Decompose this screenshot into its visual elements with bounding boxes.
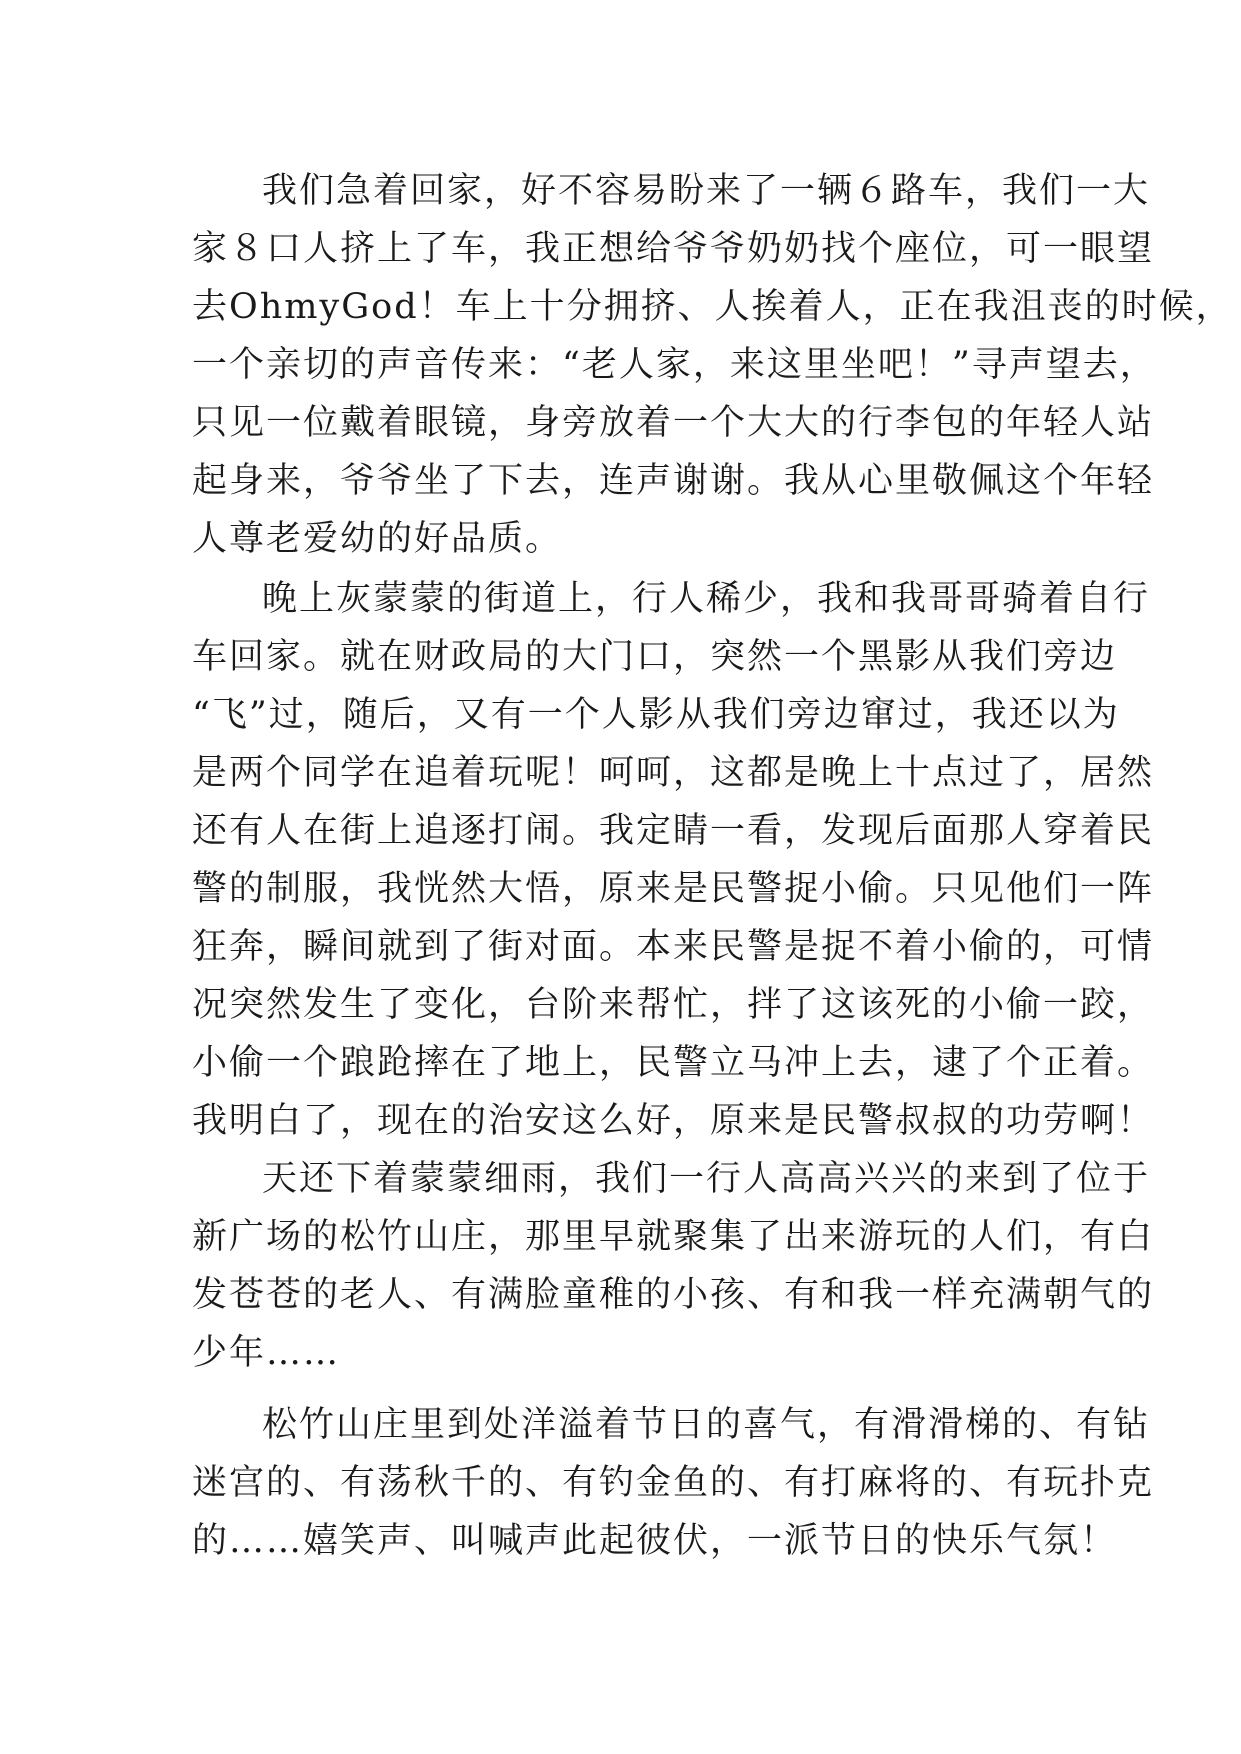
paragraph-1: [192, 162, 1233, 568]
text-line: 车回家。就在财政局的大门口，突然一个黑影从我们旁边: [192, 637, 1118, 677]
paragraph-2: [192, 570, 1155, 1150]
text-line: 晚上灰蒙蒙的街道上，行人稀少，我和我哥哥骑着自行: [262, 579, 1151, 619]
text-line: 况突然发生了变化，台阶来帮忙，拌了这该死的小偷一跤，: [192, 985, 1155, 1025]
text-line: 还有人在街上追逐打闹。我定睛一看，发现后面那人穿着民: [192, 811, 1155, 851]
document-body: [192, 162, 1233, 1570]
text-line: 是两个同学在追着玩呢！呵呵，这都是晚上十点过了，居然: [192, 753, 1155, 793]
text-line: 发苍苍的老人、有满脸童稚的小孩、有和我一样充满朝气的: [192, 1275, 1155, 1315]
text-line: “飞”过，随后，又有一个人影从我们旁边窜过，我还以为: [192, 695, 1120, 735]
text-line: 天还下着蒙蒙细雨，我们一行人高高兴兴的来到了位于: [262, 1159, 1151, 1199]
paragraph-spacer: [192, 1382, 1092, 1396]
text-line: 的……嬉笑声、叫喊声此起彼伏，一派节日的快乐气氛！: [192, 1521, 1118, 1561]
text-line: 警的制服，我恍然大悟，原来是民警捉小偷。只见他们一阵: [192, 869, 1155, 909]
text-line: 小偷一个踉跄摔在了地上，民警立马冲上去，逮了个正着。: [192, 1043, 1155, 1083]
text-line: 家８口人挤上了车，我正想给爷爷奶奶找个座位，可一眼望: [192, 229, 1155, 269]
text-line: 人尊老爱幼的好品质。: [192, 519, 563, 559]
paragraph-3: [192, 1150, 1155, 1382]
text-line: 新广场的松竹山庄，那里早就聚集了出来游玩的人们，有白: [192, 1217, 1155, 1257]
text-line: 一个亲切的声音传来：“老人家，来这里坐吧！”寻声望去，: [192, 345, 1157, 385]
text-line: 松竹山庄里到处洋溢着节日的喜气，有滑滑梯的、有钻: [262, 1405, 1151, 1445]
text-line: 我明白了，现在的治安这么好，原来是民警叔叔的功劳啊！: [192, 1101, 1155, 1141]
text-line: 只见一位戴着眼镜，身旁放着一个大大的行李包的年轻人站: [192, 403, 1155, 443]
text-line: 起身来，爷爷坐了下去，连声谢谢。我从心里敬佩这个年轻: [192, 461, 1155, 501]
text-line: 我们急着回家，好不容易盼来了一辆６路车，我们一大: [262, 171, 1151, 211]
paragraph-4: [192, 1396, 1155, 1570]
text-line: 迷宫的、有荡秋千的、有钓金鱼的、有打麻将的、有玩扑克: [192, 1463, 1155, 1503]
text-line: 少年……: [192, 1333, 341, 1373]
text-line: 狂奔，瞬间就到了街对面。本来民警是捉不着小偷的，可情: [192, 927, 1155, 967]
text-line: 去OhmyGod！车上十分拥挤、人挨着人，正在我沮丧的时候，: [192, 287, 1233, 327]
